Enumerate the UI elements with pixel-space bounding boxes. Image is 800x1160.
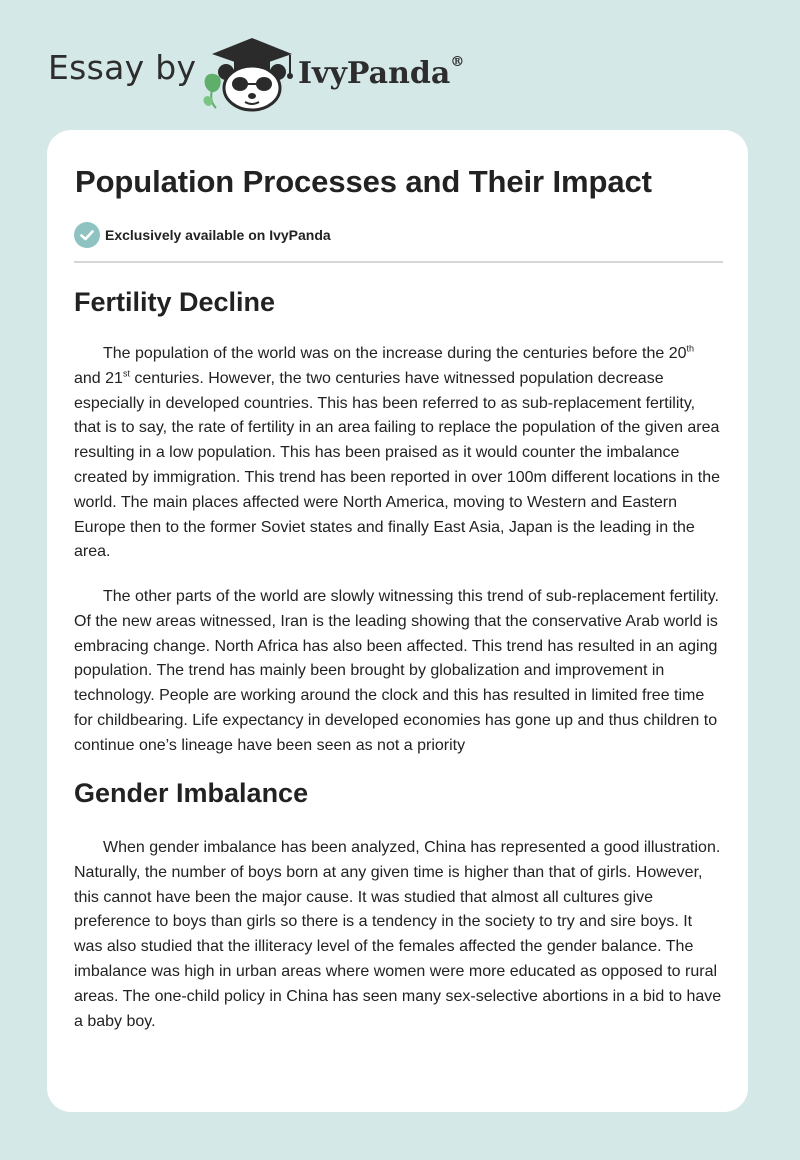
ordinal-suffix: th xyxy=(686,343,694,354)
site-header xyxy=(48,34,548,114)
registered-mark: ® xyxy=(450,54,465,70)
section-heading-fertility-decline: Fertility Decline xyxy=(74,287,276,317)
essay-by-label: Essay by xyxy=(48,48,197,87)
essay-card xyxy=(47,130,748,1112)
section-heading-gender-imbalance: Gender Imbalance xyxy=(74,778,309,808)
check-circle-icon xyxy=(74,222,100,248)
paragraph-gender-1: When gender imbalance has been analyzed, China has represented a good illustration. Naturally, the number of boys born at any given time is higher than that of girls. However, this cannot have been the major cause. It was studied that almost all cultures give preference to boys than girls so there is a tendency in the society to try and sire boys. It was also studied that the illiteracy level of the females affected the gender balance. The imbalance was high in urban areas where women were more educated as opposed to rural areas. The one-child policy in China has seen many sex-selective abortions in a bid to have a baby boy. xyxy=(74,839,722,1030)
ivypanda-brand-name[interactable]: IvyPanda® xyxy=(298,54,465,91)
title-divider xyxy=(74,261,723,263)
page-title: Population Processes and Their Impact xyxy=(75,164,652,199)
ivypanda-logo-icon[interactable] xyxy=(200,34,300,112)
ordinal-suffix: st xyxy=(122,368,130,379)
paragraph-fertility-1: The population of the world was on the increase during the centuries before the 20th and 21st centuries. However, the two centuries have witnessed population decrease especially in developed countries. This has been referred to as sub-replacement fertility, that is to say, the rate of fertility in an area failing to replace the population of the given area resulting in a low population. This has been praised as it would counter the imbalance created by immigration. This trend has been reported in over 100m different locations in the world. The main places affected were North America, moving to Western and Eastern Europe then to the former Soviet states and finally East Asia, Japan is the leading in the area. xyxy=(74,343,720,561)
exclusive-badge-label: Exclusively available on IvyPanda xyxy=(105,227,331,243)
paragraph-fertility-2: The other parts of the world are slowly witnessing this trend of sub-replacement fertility. Of the new areas witnessed, Iran is the leading showing that the conservative Arab world is embracing change. North Africa has also been affected. This trend has resulted in an aging population. The trend has mainly been brought by globalization and improvement in technology. People are working around the clock and this has resulted in limited free time for childbearing. Life expectancy in developed economies has gone up and thus children to continue one’s lineage have been seen as not a priority xyxy=(74,588,719,754)
